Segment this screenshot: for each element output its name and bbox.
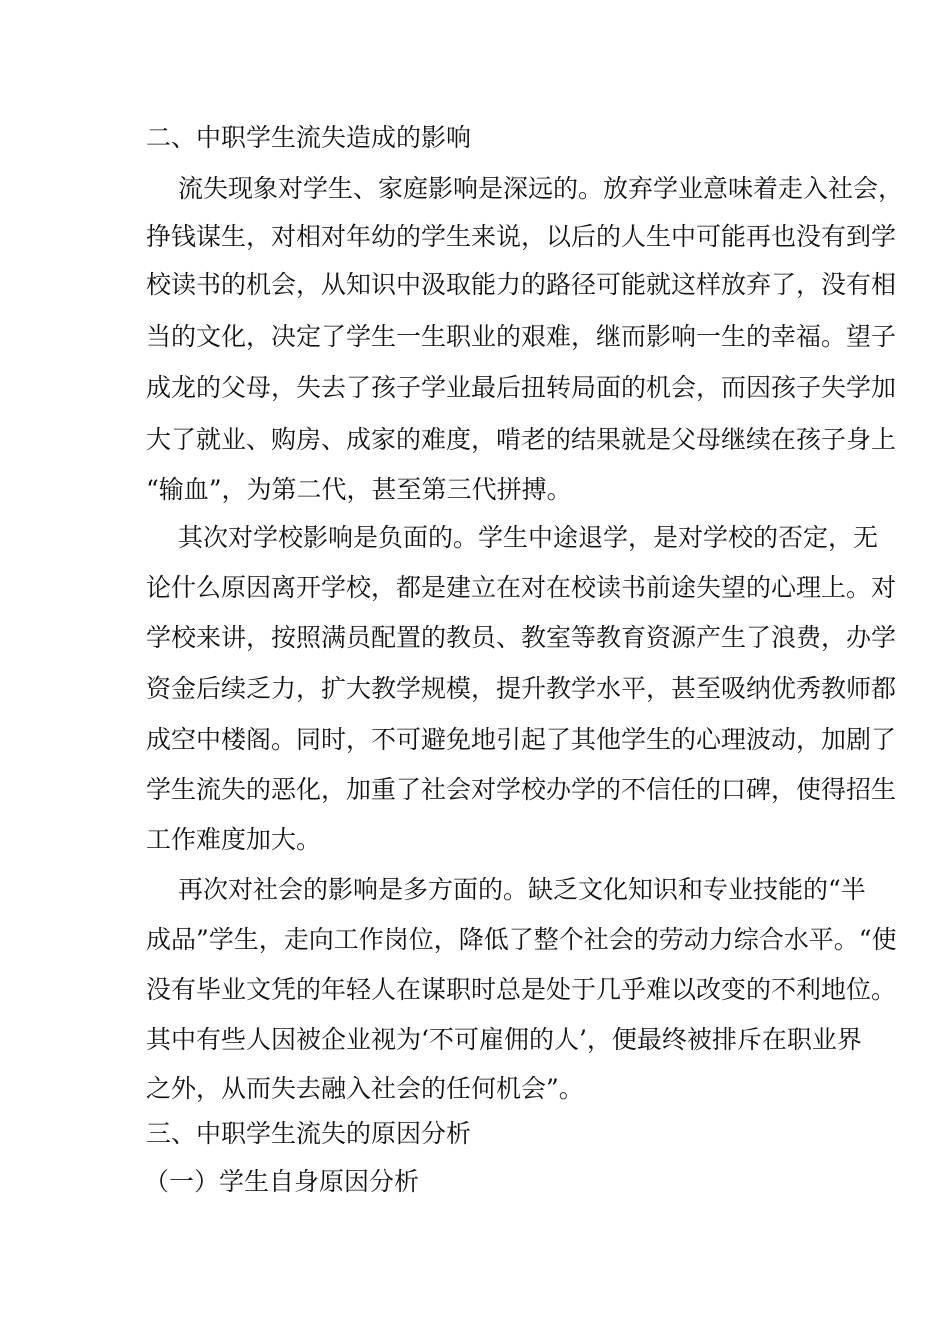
paragraph-line: 论什么原因离开学校，都是建立在对在校读书前途失望的心理上。对	[146, 573, 897, 602]
paragraph-line: 成品”学生，走向工作岗位，降低了整个社会的劳动力综合水平。“使	[146, 925, 897, 954]
paragraph-line: 流失现象对学生、家庭影响是深远的。放弃学业意味着走入社会，	[178, 174, 904, 203]
paragraph-line: 再次对社会的影响是多方面的。缺乏文化知识和专业技能的“半	[178, 875, 866, 904]
paragraph-line: 当的文化，决定了学生一生职业的艰难，继而影响一生的幸福。望子	[146, 322, 897, 351]
subsection-heading: （一）学生自身原因分析	[144, 1167, 420, 1196]
paragraph-line: 成空中楼阁。同时，不可避免地引起了其他学生的心理波动，加剧了	[146, 725, 897, 754]
paragraph-line: 校读书的机会，从知识中汲取能力的路径可能就这样放弃了，没有相	[146, 270, 897, 299]
paragraph-line: 之外，从而失去融入社会的任何机会”。	[146, 1074, 584, 1103]
paragraph-line: 学生流失的恶化，加重了社会对学校办学的不信任的口碑，使得招生	[146, 775, 897, 804]
paragraph-line: 没有毕业文凭的年轻人在谋职时总是处于几乎难以改变的不利地位。	[146, 975, 897, 1004]
section-heading: 二、中职学生流失造成的影响	[146, 123, 472, 152]
paragraph-line: 成龙的父母，失去了孩子学业最后扭转局面的机会，而因孩子失学加	[146, 373, 897, 402]
paragraph-line: 资金后续乏力，扩大教学规模，提升教学水平，甚至吸纳优秀教师都	[146, 674, 897, 703]
paragraph-line: 学校来讲，按照满员配置的教员、教室等教育资源产生了浪费，办学	[146, 623, 897, 652]
paragraph-line: 挣钱谋生，对相对年幼的学生来说，以后的人生中可能再也没有到学	[146, 222, 897, 251]
paragraph-line: “输血”，为第二代，甚至第三代拼搏。	[146, 475, 572, 504]
paragraph-line: 其次对学校影响是负面的。学生中途退学，是对学校的否定，无	[178, 523, 879, 552]
paragraph-line: 工作难度加大。	[146, 825, 322, 854]
paragraph-line: 大了就业、购房、成家的难度，啃老的结果就是父母继续在孩子身上	[146, 425, 897, 454]
section-heading: 三、中职学生流失的原因分析	[146, 1119, 472, 1148]
paragraph-line: 其中有些人因被企业视为‘不可雇佣的人’，便最终被排斥在职业界	[146, 1025, 862, 1054]
